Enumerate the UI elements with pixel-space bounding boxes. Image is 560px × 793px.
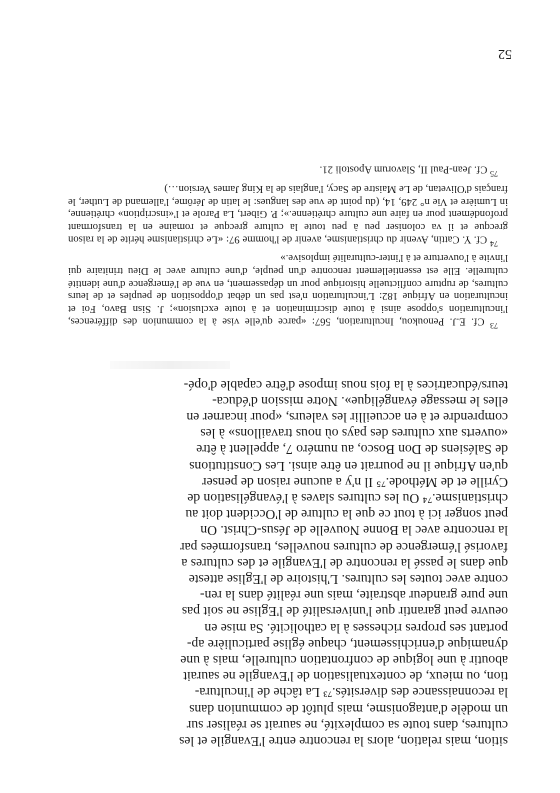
text-line: une pure grandeur abstraite, mais une réalité dans la ren- (200, 588, 508, 604)
text-line: un modèle d'antagonisme, mais plutôt de communion dans (189, 701, 508, 717)
footnote-text: Cf. E.J. Penoukou, Inculturation, 567: «parce qu'elle vise à la communion des différences, l'inculturation s'oppose ainsi à toute discrimination et à toute exclusion»; J. Sisn Bavo, Foi et inculturation en Afrique 182: L'inculturation n'est pas un débat d'opposition de peuples et de leurs cultures, de rupture conflictuelle historique pour un dépassement, en vue de l'émergence d'une identité culturelle. Elle est essentiellement rencontre d'un peuple, d'une culture avec le Dieu trinitaire qui l'invite à l'ouverture et à l'inter-culturalité implosive.» (67, 252, 508, 327)
text-line: peut songer ici à tout ce que la culture de l'Occident doit au (185, 507, 508, 523)
text-line: sition, mais relation, alors la rencontre entre l'Evangile et les (179, 734, 508, 749)
text-line: de Salésiens de Don Bosco, au numéro 7, appellent à être (196, 442, 508, 458)
footnote (68, 162, 508, 179)
text-line: aboutir à une logique de confrontation culturelle, mais à une (180, 652, 508, 668)
text-line: dynamique d'enrichissement, chaque église particulière ap- (186, 636, 508, 652)
text-line: comprendre et à en accueillir les valeurs, «pour incarner en (186, 409, 508, 425)
text-line: portant ses propres richesses à la catholicité. Sa mise en (204, 620, 508, 636)
page-number: 52 (498, 46, 512, 61)
text-line: la rencontre avec la Bonne Nouvelle de Jésus-Christ. On (200, 523, 508, 539)
footnote (68, 181, 508, 249)
footnote-number: 73 (490, 321, 498, 330)
text-line: christianisme.⁷⁴ Ou les cultures slaves à l'évangélisation de (187, 490, 508, 506)
text-line: que dans le passé la rencontre de l'Evangile et des cultures a (181, 555, 508, 571)
footnote (68, 251, 508, 331)
footnote-number: 74 (490, 238, 498, 248)
text-line: elles le message évangélique». Notre mission d'éduca- (212, 393, 508, 409)
footnote-text: Cf. Jean-Paul II, Slavorum Apostoli 21. (319, 163, 488, 175)
text-line: contre avec toutes les cultures. L'histoire de l'Eglise atteste (188, 571, 508, 587)
text-line: qu'en Afrique il ne pourrait en être ainsi. Les Constitutions (189, 458, 508, 474)
main-text (68, 376, 508, 749)
text-line: cultures, dans toute sa complexité, ne saurait se réaliser sur (186, 717, 508, 733)
text-line: la reconnaissance des diversités.⁷³ La tâche de l'incultura- (194, 685, 508, 701)
footnotes (68, 160, 508, 331)
text-line: Cyrille et de Méthode.⁷⁵ Il n'y a aucune raison de penser (202, 474, 508, 490)
footnote-number: 75 (490, 169, 498, 179)
text-line: tion, ou mieux, de contextualisation de l'Evangile ne saurait (183, 669, 508, 685)
text-line: teurs/éducatrices à la fois nous impose d'être capable d'opé- (183, 377, 508, 393)
text-line: favorisé l'émergence de cultures nouvelles, transformées par (180, 539, 508, 555)
text-line: «ouverts aux cultures des pays où nous travaillons» à les (200, 426, 508, 442)
footnote-text: Cf. Y. Cattin, Avenir du christianisme, avenir de l'homme 97: «Le christianisme hérite de la raison grecque et il va coloniser peu à peu toute la culture grecque et romaine en la transformant profondément pour en faire une culture chrétienne.»; P. Gibert, La Parole et l'«inscription» chrétienne, in Lumière et Vie n° 249, 14, (du point de vue des langues: le latin de Jérôme, l'allemand de Luther, le français d'Olivetan, de Le Maistre de Sacy, l'anglais de la King James Version…) (68, 183, 508, 245)
paper-smudge (110, 361, 230, 369)
text-line: oeuvre peut garantir que l'universalité de l'Eglise ne soit pas (181, 604, 508, 620)
